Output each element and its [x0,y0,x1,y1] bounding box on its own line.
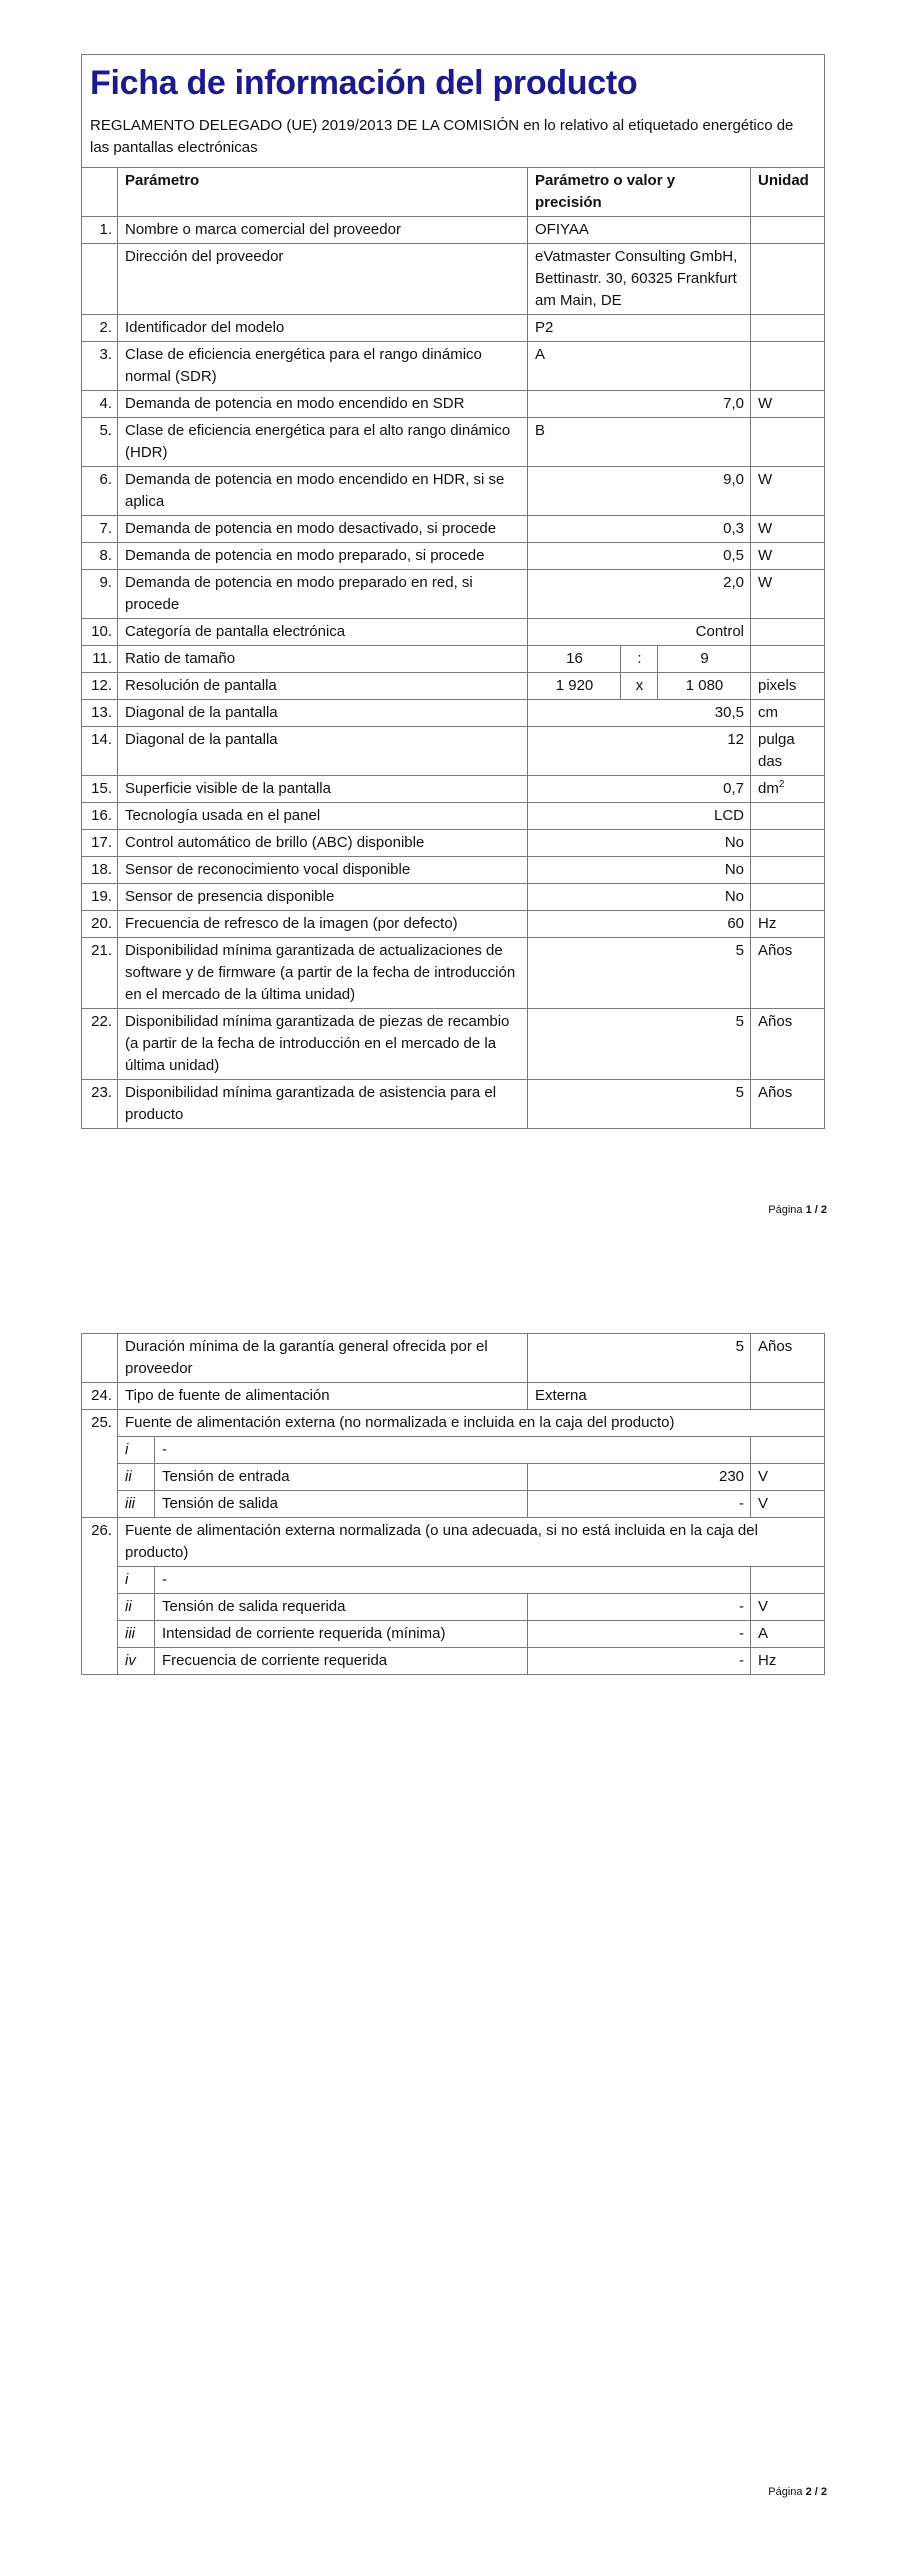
table-row [82,1009,825,1080]
table-row [82,776,825,803]
row-value: LCD [528,803,751,830]
ratio-height: 9 [658,646,751,673]
table-row [82,391,825,418]
unit-text: dm [758,780,779,797]
table-row [82,619,825,646]
page-label: Página [768,1204,803,1216]
document-title: Ficha de información del producto [90,64,638,102]
row-value: 5 [528,1009,751,1080]
table-row [82,646,825,673]
sub-row-parameter: Tensión de entrada [155,1464,528,1491]
table-row [82,1518,825,1567]
row-number: 18. [82,857,118,884]
table-row [82,315,825,342]
page-number: 1 / 2 [805,1204,827,1216]
table-row [82,911,825,938]
row-unit [751,727,825,776]
row-parameter: Demanda de potencia en modo desactivado, si procede [118,516,528,543]
sub-row-value: - [528,1594,751,1621]
row-unit: W [751,570,825,619]
row-parameter: Disponibilidad mínima garantizada de asistencia para el producto [118,1080,528,1129]
row-parameter: Disponibilidad mínima garantizada de piezas de recambio (a partir de la fecha de introducción en el mercado de la última unidad) [118,1009,528,1080]
row-value: 5 [528,1080,751,1129]
row-unit [751,244,825,315]
sub-row-value: - [528,1648,751,1675]
table-row [82,570,825,619]
row-value: 12 [528,727,751,776]
unit-superscript: 2 [778,779,785,790]
row-value: 7,0 [528,391,751,418]
sub-row-parameter: - [155,1437,751,1464]
table-row [82,803,825,830]
row-value: 5 [528,1334,751,1383]
title-row [82,55,825,168]
table-row [82,244,825,315]
row-number: 12. [82,673,118,700]
row-parameter: Clase de eficiencia energética para el alto rango dinámico (HDR) [118,418,528,467]
sub-row [82,1464,825,1491]
row-unit: cm [751,700,825,727]
row-parameter: Resolución de pantalla [118,673,528,700]
table-row [82,217,825,244]
row-value: 9,0 [528,467,751,516]
sub-row-index: iii [118,1491,155,1518]
regulation-subtitle: REGLAMENTO DELEGADO (UE) 2019/2013 DE LA COMISIÓN en lo relativo al etiquetado energético de las pantallas electrónicas [90,117,794,156]
sub-row-index: i [118,1437,155,1464]
row-parameter: Frecuencia de refresco de la imagen (por defecto) [118,911,528,938]
page-footer-2 [768,2486,827,2498]
table-row [82,342,825,391]
row-value: 60 [528,911,751,938]
sub-row-unit: V [751,1464,825,1491]
row-unit [751,857,825,884]
row-number: 7. [82,516,118,543]
section-title: Fuente de alimentación externa (no normalizada e incluida en la caja del producto) [118,1410,825,1437]
row-number: 21. [82,938,118,1009]
product-info-table [81,54,825,1129]
row-parameter: Demanda de potencia en modo preparado, si procede [118,543,528,570]
row-value: 0,5 [528,543,751,570]
row-number: 13. [82,700,118,727]
row-number: 11. [82,646,118,673]
row-unit [751,776,825,803]
table-row [82,830,825,857]
table-row [82,727,825,776]
row-value: B [528,418,751,467]
row-value: A [528,342,751,391]
page-2 [0,1250,905,2560]
sub-row-index: iv [118,1648,155,1675]
row-parameter: Ratio de tamaño [118,646,528,673]
row-unit: W [751,391,825,418]
sub-row-unit: Hz [751,1648,825,1675]
row-parameter: Demanda de potencia en modo preparado en red, si procede [118,570,528,619]
table-row [82,1410,825,1437]
row-number [82,244,118,315]
sub-row-index: ii [118,1594,155,1621]
unit-text: pulgadas [758,731,795,770]
row-value: 0,3 [528,516,751,543]
row-parameter: Control automático de brillo (ABC) disponible [118,830,528,857]
row-number: 17. [82,830,118,857]
header-value: Parámetro o valor y precisión [528,168,751,217]
row-value: eVatmaster Consulting GmbH, Bettinastr. 30, 60325 Frankfurt am Main, DE [528,244,751,315]
row-parameter: Sensor de reconocimiento vocal disponible [118,857,528,884]
row-number: 16. [82,803,118,830]
page-number: 2 / 2 [805,2486,827,2498]
row-number: 22. [82,1009,118,1080]
row-parameter: Clase de eficiencia energética para el rango dinámico normal (SDR) [118,342,528,391]
row-value: No [528,830,751,857]
sub-row [82,1594,825,1621]
table-row [82,884,825,911]
row-value: No [528,857,751,884]
header-num [82,168,118,217]
row-unit: pixels [751,673,825,700]
sub-row-parameter: - [155,1567,751,1594]
row-parameter: Demanda de potencia en modo encendido en HDR, si se aplica [118,467,528,516]
row-number [82,1334,118,1383]
row-unit: W [751,467,825,516]
page-1 [0,0,905,1250]
row-parameter: Tipo de fuente de alimentación [118,1383,528,1410]
row-unit [751,884,825,911]
row-value: Externa [528,1383,751,1410]
table-row [82,467,825,516]
sub-row-value: 230 [528,1464,751,1491]
header-row [82,168,825,217]
row-parameter: Diagonal de la pantalla [118,727,528,776]
row-number: 2. [82,315,118,342]
table-row [82,700,825,727]
table-row [82,1334,825,1383]
row-number: 19. [82,884,118,911]
row-value: 5 [528,938,751,1009]
row-parameter: Categoría de pantalla electrónica [118,619,528,646]
row-number: 4. [82,391,118,418]
ratio-width: 16 [528,646,621,673]
row-parameter: Demanda de potencia en modo encendido en SDR [118,391,528,418]
resolution-separator: x [621,673,658,700]
table-row [82,543,825,570]
row-unit: Años [751,1334,825,1383]
table-row [82,1080,825,1129]
resolution-height: 1 080 [658,673,751,700]
row-value: 30,5 [528,700,751,727]
row-unit [751,315,825,342]
row-unit [751,830,825,857]
row-number: 8. [82,543,118,570]
sub-row-parameter: Tensión de salida [155,1491,528,1518]
sub-row [82,1567,825,1594]
sub-row-value: - [528,1621,751,1648]
row-parameter: Sensor de presencia disponible [118,884,528,911]
row-unit [751,1383,825,1410]
table-row [82,938,825,1009]
row-parameter: Nombre o marca comercial del proveedor [118,217,528,244]
row-unit: Años [751,938,825,1009]
row-number: 9. [82,570,118,619]
row-unit [751,803,825,830]
row-unit: W [751,543,825,570]
row-unit [751,418,825,467]
row-number: 25. [82,1410,118,1518]
table-row [82,516,825,543]
resolution-width: 1 920 [528,673,621,700]
row-parameter: Tecnología usada en el panel [118,803,528,830]
sub-row-unit: V [751,1594,825,1621]
sub-row [82,1621,825,1648]
sub-row-parameter: Frecuencia de corriente requerida [155,1648,528,1675]
row-number: 3. [82,342,118,391]
row-number: 1. [82,217,118,244]
sub-row [82,1491,825,1518]
table-row [82,1383,825,1410]
page-footer-1 [768,1204,827,1216]
row-unit: W [751,516,825,543]
row-parameter: Dirección del proveedor [118,244,528,315]
sub-row-unit: A [751,1621,825,1648]
sub-row-unit: V [751,1491,825,1518]
table-row [82,857,825,884]
row-value: 2,0 [528,570,751,619]
row-number: 10. [82,619,118,646]
row-unit [751,217,825,244]
sub-row-index: iii [118,1621,155,1648]
section-title: Fuente de alimentación externa normalizada (o una adecuada, si no está incluida en la caja del producto) [118,1518,825,1567]
row-number: 26. [82,1518,118,1675]
sub-row-unit [751,1567,825,1594]
row-unit [751,619,825,646]
ratio-separator: : [621,646,658,673]
sub-row-index: ii [118,1464,155,1491]
row-parameter: Duración mínima de la garantía general ofrecida por el proveedor [118,1334,528,1383]
row-unit [751,646,825,673]
row-number: 15. [82,776,118,803]
row-number: 5. [82,418,118,467]
table-row [82,673,825,700]
row-number: 14. [82,727,118,776]
row-unit: Hz [751,911,825,938]
row-value: 0,7 [528,776,751,803]
page-label: Página [768,2486,803,2498]
row-number: 23. [82,1080,118,1129]
table-row [82,418,825,467]
title-cell [82,55,825,168]
row-value: No [528,884,751,911]
sub-row-parameter: Tensión de salida requerida [155,1594,528,1621]
row-number: 24. [82,1383,118,1410]
row-unit [751,342,825,391]
sub-row-index: i [118,1567,155,1594]
sub-row [82,1437,825,1464]
header-parameter: Parámetro [118,168,528,217]
sub-row [82,1648,825,1675]
row-parameter: Superficie visible de la pantalla [118,776,528,803]
header-unit: Unidad [751,168,825,217]
row-value: P2 [528,315,751,342]
row-unit: Años [751,1009,825,1080]
sub-row-value: - [528,1491,751,1518]
row-parameter: Identificador del modelo [118,315,528,342]
row-parameter: Disponibilidad mínima garantizada de actualizaciones de software y de firmware (a partir de la fecha de introducción en el mercado de la última unidad) [118,938,528,1009]
product-info-table-continued [81,1333,825,1675]
sub-row-unit [751,1437,825,1464]
row-number: 6. [82,467,118,516]
sub-row-parameter: Intensidad de corriente requerida (mínima) [155,1621,528,1648]
row-parameter: Diagonal de la pantalla [118,700,528,727]
row-value: Control [528,619,751,646]
row-unit: Años [751,1080,825,1129]
row-number: 20. [82,911,118,938]
row-value: OFIYAA [528,217,751,244]
